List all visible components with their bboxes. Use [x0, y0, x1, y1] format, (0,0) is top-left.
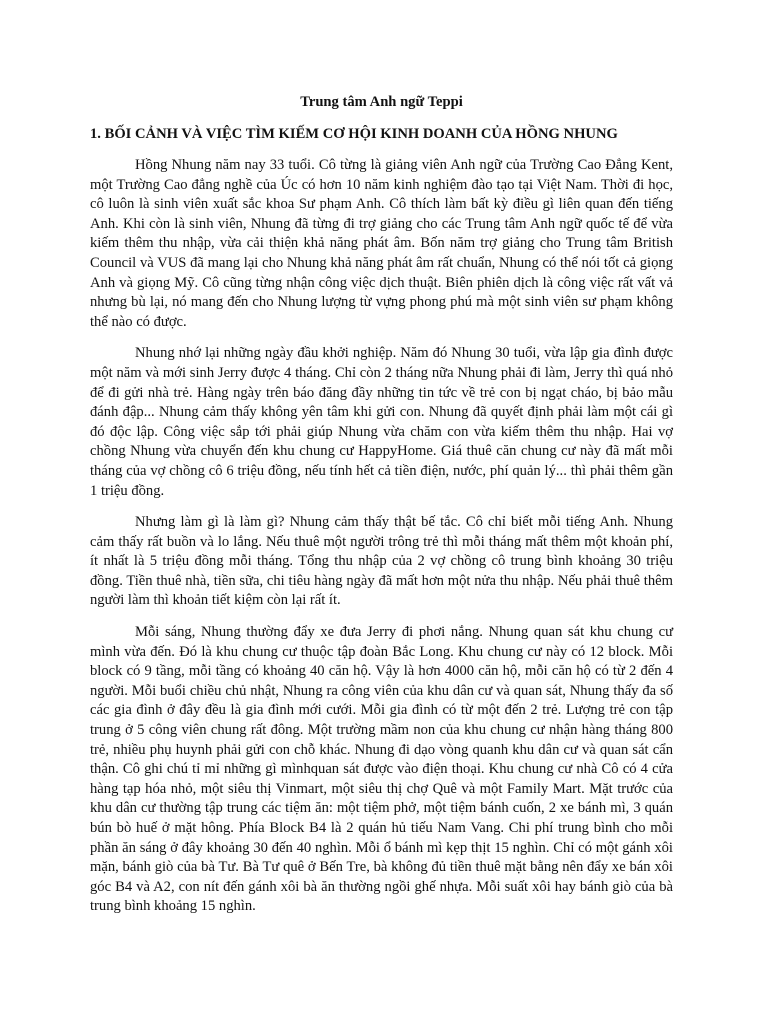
paragraph-4: Mỗi sáng, Nhung thường đẩy xe đưa Jerry đi phơi nắng. Nhung quan sát khu chung cư mình vừa đến. Đó là khu chung cư thuộc tập đoàn Bắc Long. Khu chung cư này có 12 block. Mỗi block có 9 tầng, mỗi tầng có khoảng 40 căn hộ. Vậy là hơn 4000 căn hộ, mỗi căn hộ có từ 2 đến 4 người. Mỗi buổi chiều chủ nhật, Nhung ra công viên của khu dân cư và quan sát, Nhung thấy đa số các gia đình ở đây đều là gia đình mới cưới. Mỗi gia đình có từ một đến 2 trẻ. Lượng trẻ con tập trung ở 5 công viên chung rất đông. Một trường mầm non của khu chung cư nhận hàng tháng 800 trẻ, nhiều phụ huynh phải gửi con chỗ khác. Nhung đi dạo vòng quanh khu dân cư và quan sát cẩn thận. Cô ghi chú tỉ mỉ những gì mìnhquan sát được vào điện thoại. Khu chung cư nhà Cô có 4 cửa hàng tạp hóa nhỏ, một siêu thị Vinmart, một siêu thị chợ Quê và một Family Mart. Mặt trước của khu dân cư thường tập trung các tiệm ăn: một tiệm phở, một tiệm bánh cuốn, 2 xe bánh mì, 3 quán bún bò huế ở mặt hông. Phía Block B4 là 2 quán hủ tiếu Nam Vang. Chi phí trung bình cho mỗi phần ăn sáng ở đây khoảng 30 đến 40 nghìn. Mỗi ổ bánh mì kẹp thịt 15 nghìn. Chỉ có một gánh xôi mặn, bánh giò của bà Tư. Bà Tư quê ở Bến Tre, bà không đủ tiền thuê mặt bằng nên đẩy xe bán xôi góc B4 và A2, con nít đến gánh xôi bà ăn thường ngồi ghế nhựa. Mỗi suất xôi hay bánh giò của bà trung bình khoảng 15 nghìn.	[90, 624, 673, 915]
document-page	[90, 92, 673, 929]
section-heading: 1. BỐI CẢNH VÀ VIỆC TÌM KIẾM CƠ HỘI KINH DOANH CỦA HỒNG NHUNG	[90, 126, 618, 142]
document-title: Trung tâm Anh ngữ Teppi	[300, 94, 463, 110]
paragraph-3: Nhưng làm gì là làm gì? Nhung cảm thấy thật bế tắc. Cô chỉ biết mỗi tiếng Anh. Nhung cảm thấy rất buồn và lo lắng. Nếu thuê một người trông trẻ thì mỗi tháng mất thêm một khoản phí, ít nhất là 5 triệu đồng mỗi tháng. Tổng thu nhập của 2 vợ chồng cô trung bình khoảng 30 triệu đồng. Tiền thuê nhà, tiền sữa, chi tiêu hàng ngày đã mất hơn một nửa thu nhập. Nếu phải thuê thêm người làm thì khoản tiết kiệm còn lại rất ít.	[90, 514, 673, 609]
paragraph-1: Hồng Nhung năm nay 33 tuổi. Cô từng là giảng viên Anh ngữ của Trường Cao Đẳng Kent, một Trường Cao đẳng nghề của Úc có hơn 10 năm kinh nghiệm đào tạo tại Việt Nam. Thời đi học, cô luôn là sinh viên xuất sắc khoa Sư phạm Anh. Cô thích làm bất kỳ điều gì liên quan đến tiếng Anh. Khi còn là sinh viên, Nhung đã từng đi trợ giảng cho các Trung tâm Anh ngữ quốc tế để vừa kiếm thêm thu nhập, vừa cải thiện khả năng phát âm. Bốn năm trợ giảng cho Trung tâm British Council và VUS đã mang lại cho Nhung khả năng phát âm rất chuẩn, Nhung có thể nói tốt cả giọng Anh và giọng Mỹ. Cô cũng từng nhận công việc dịch thuật. Biên phiên dịch là công việc rất vất vả nhưng bù lại, nó mang đến cho Nhung lượng từ vựng phong phú mà một sinh viên sư phạm không thể nào có được.	[90, 157, 673, 330]
paragraph-2: Nhung nhớ lại những ngày đầu khởi nghiệp. Năm đó Nhung 30 tuổi, vừa lập gia đình được một năm và mới sinh Jerry được 4 tháng. Chỉ còn 2 tháng nữa Nhung phải đi làm, Jerry thì quá nhỏ để đi gửi nhà trẻ. Hàng ngày trên báo đăng đầy những tin tức về trẻ con bị ngạt cháo, bị bảo mẫu đánh đập... Nhung cảm thấy không yên tâm khi gửi con. Nhung đã quyết định phải làm một cái gì đó độc lập. Công việc sắp tới phải giúp Nhung vừa chăm con vừa kiếm thêm thu nhập. Hai vợ chồng Nhung vừa chuyển đến khu chung cư HappyHome. Giá thuê căn chung cư này đã mất mỗi tháng của vợ chồng cô 6 triệu đồng, nếu tính hết cả tiền điện, nước, phí quản lý... thì phải thêm gần 1 triệu đồng.	[90, 345, 673, 499]
